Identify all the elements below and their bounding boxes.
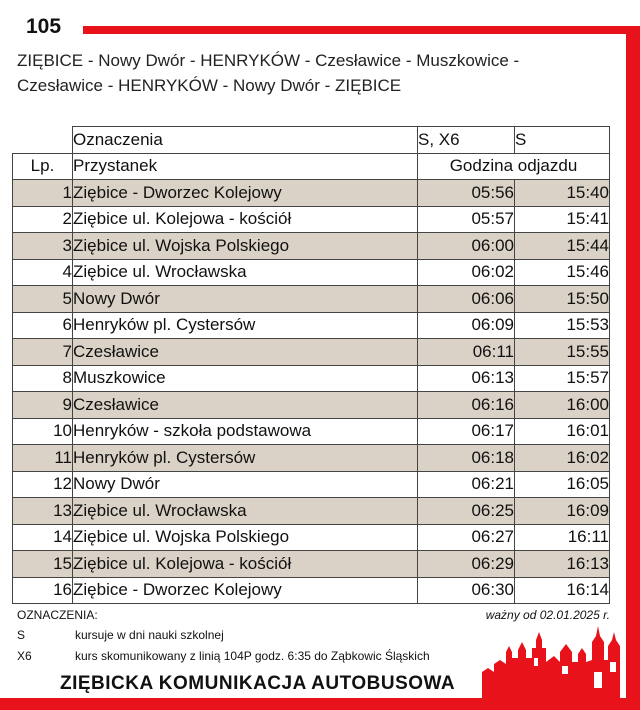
table-row <box>13 365 610 392</box>
table-row <box>13 180 610 207</box>
row-stop: Ziębice - Dworzec Kolejowy <box>73 180 418 207</box>
row-stop: Ziębice ul. Wrocławska <box>73 498 418 525</box>
row-lp: 9 <box>13 392 73 419</box>
row-stop: Nowy Dwór <box>73 471 418 498</box>
row-lp: 13 <box>13 498 73 525</box>
row-time-1: 05:56 <box>418 180 515 207</box>
legend-code: S <box>17 628 26 642</box>
table-row <box>13 524 610 551</box>
legend-title: OZNACZENIA: <box>17 608 98 622</box>
town-skyline-icon <box>482 622 626 698</box>
row-time-1: 06:00 <box>418 233 515 260</box>
table-row <box>13 259 610 286</box>
row-lp: 15 <box>13 551 73 578</box>
bottom-red-bar <box>0 698 640 710</box>
row-lp: 3 <box>13 233 73 260</box>
row-time-1: 05:57 <box>418 206 515 233</box>
row-time-2: 16:14 <box>515 577 610 604</box>
row-time-2: 16:02 <box>515 445 610 472</box>
table-row <box>13 471 610 498</box>
row-time-2: 16:11 <box>515 524 610 551</box>
legend-item <box>17 649 32 663</box>
legend-item-text <box>75 649 430 663</box>
row-stop: Henryków pl. Cystersów <box>73 445 418 472</box>
row-lp: 1 <box>13 180 73 207</box>
row-lp: 16 <box>13 577 73 604</box>
legend-item-text <box>75 628 224 642</box>
row-time-2: 15:57 <box>515 365 610 392</box>
row-stop: Czesławice <box>73 339 418 366</box>
row-time-2: 16:01 <box>515 418 610 445</box>
row-time-2: 16:05 <box>515 471 610 498</box>
row-stop: Ziębice ul. Wojska Polskiego <box>73 524 418 551</box>
route-description <box>17 48 577 98</box>
top-red-bar <box>83 26 640 34</box>
timetable <box>12 126 610 604</box>
row-stop: Ziębice ul. Kolejowa - kościół <box>73 206 418 233</box>
markings-header-row <box>13 127 610 154</box>
row-time-1: 06:09 <box>418 312 515 339</box>
row-lp: 14 <box>13 524 73 551</box>
marking-col-1: S, X6 <box>418 127 515 154</box>
row-time-2: 15:55 <box>515 339 610 366</box>
row-time-1: 06:29 <box>418 551 515 578</box>
row-stop: Czesławice <box>73 392 418 419</box>
row-stop: Muszkowice <box>73 365 418 392</box>
row-stop: Ziębice - Dworzec Kolejowy <box>73 577 418 604</box>
table-row <box>13 339 610 366</box>
row-time-2: 15:50 <box>515 286 610 313</box>
stop-header: Przystanek <box>73 153 418 180</box>
marking-col-2: S <box>515 127 610 154</box>
row-time-2: 15:41 <box>515 206 610 233</box>
row-time-1: 06:06 <box>418 286 515 313</box>
legend-description: kurs skomunikowany z linią 104P godz. 6:35 do Ząbkowic Śląskich <box>75 649 430 663</box>
row-time-2: 16:09 <box>515 498 610 525</box>
row-stop: Ziębice ul. Wrocławska <box>73 259 418 286</box>
legend-code: X6 <box>17 649 32 663</box>
route-line-2: Czesławice - HENRYKÓW - Nowy Dwór - ZIĘBICE <box>17 76 402 95</box>
row-time-2: 16:13 <box>515 551 610 578</box>
row-time-1: 06:18 <box>418 445 515 472</box>
row-lp: 10 <box>13 418 73 445</box>
table-row <box>13 233 610 260</box>
row-stop: Henryków pl. Cystersów <box>73 312 418 339</box>
row-time-1: 06:25 <box>418 498 515 525</box>
row-lp: 8 <box>13 365 73 392</box>
row-time-2: 15:53 <box>515 312 610 339</box>
row-time-1: 06:17 <box>418 418 515 445</box>
line-number: 105 <box>26 15 62 38</box>
column-header-row <box>13 153 610 180</box>
table-row <box>13 418 610 445</box>
table-row <box>13 551 610 578</box>
row-lp: 5 <box>13 286 73 313</box>
row-lp: 2 <box>13 206 73 233</box>
right-red-bar <box>626 26 640 710</box>
table-row <box>13 286 610 313</box>
row-time-2: 15:44 <box>515 233 610 260</box>
table-row <box>13 498 610 525</box>
row-time-1: 06:30 <box>418 577 515 604</box>
row-lp: 7 <box>13 339 73 366</box>
table-row <box>13 577 610 604</box>
route-line-1: ZIĘBICE - Nowy Dwór - HENRYKÓW - Czesławice - Muszkowice - <box>17 51 520 70</box>
row-time-1: 06:11 <box>418 339 515 366</box>
row-time-2: 15:40 <box>515 180 610 207</box>
row-stop: Henryków - szkoła podstawowa <box>73 418 418 445</box>
row-time-2: 16:00 <box>515 392 610 419</box>
row-lp: 12 <box>13 471 73 498</box>
row-time-1: 06:16 <box>418 392 515 419</box>
row-time-1: 06:27 <box>418 524 515 551</box>
table-row <box>13 392 610 419</box>
row-lp: 4 <box>13 259 73 286</box>
company-name: ZIĘBICKA KOMUNIKACJA AUTOBUSOWA <box>60 673 456 694</box>
row-time-1: 06:13 <box>418 365 515 392</box>
lp-header: Lp. <box>13 153 73 180</box>
table-row <box>13 206 610 233</box>
table-row <box>13 312 610 339</box>
row-time-1: 06:21 <box>418 471 515 498</box>
row-stop: Ziębice ul. Kolejowa - kościół <box>73 551 418 578</box>
row-time-2: 15:46 <box>515 259 610 286</box>
row-lp: 11 <box>13 445 73 472</box>
row-stop: Ziębice ul. Wojska Polskiego <box>73 233 418 260</box>
row-lp: 6 <box>13 312 73 339</box>
row-time-1: 06:02 <box>418 259 515 286</box>
table-row <box>13 445 610 472</box>
row-stop: Nowy Dwór <box>73 286 418 313</box>
legend-description: kursuje w dni nauki szkolnej <box>75 628 224 642</box>
departure-header: Godzina odjazdu <box>418 153 610 180</box>
legend-item <box>17 628 25 642</box>
valid-from: ważny od 02.01.2025 r. <box>485 608 610 622</box>
markings-header: Oznaczenia <box>73 127 418 154</box>
